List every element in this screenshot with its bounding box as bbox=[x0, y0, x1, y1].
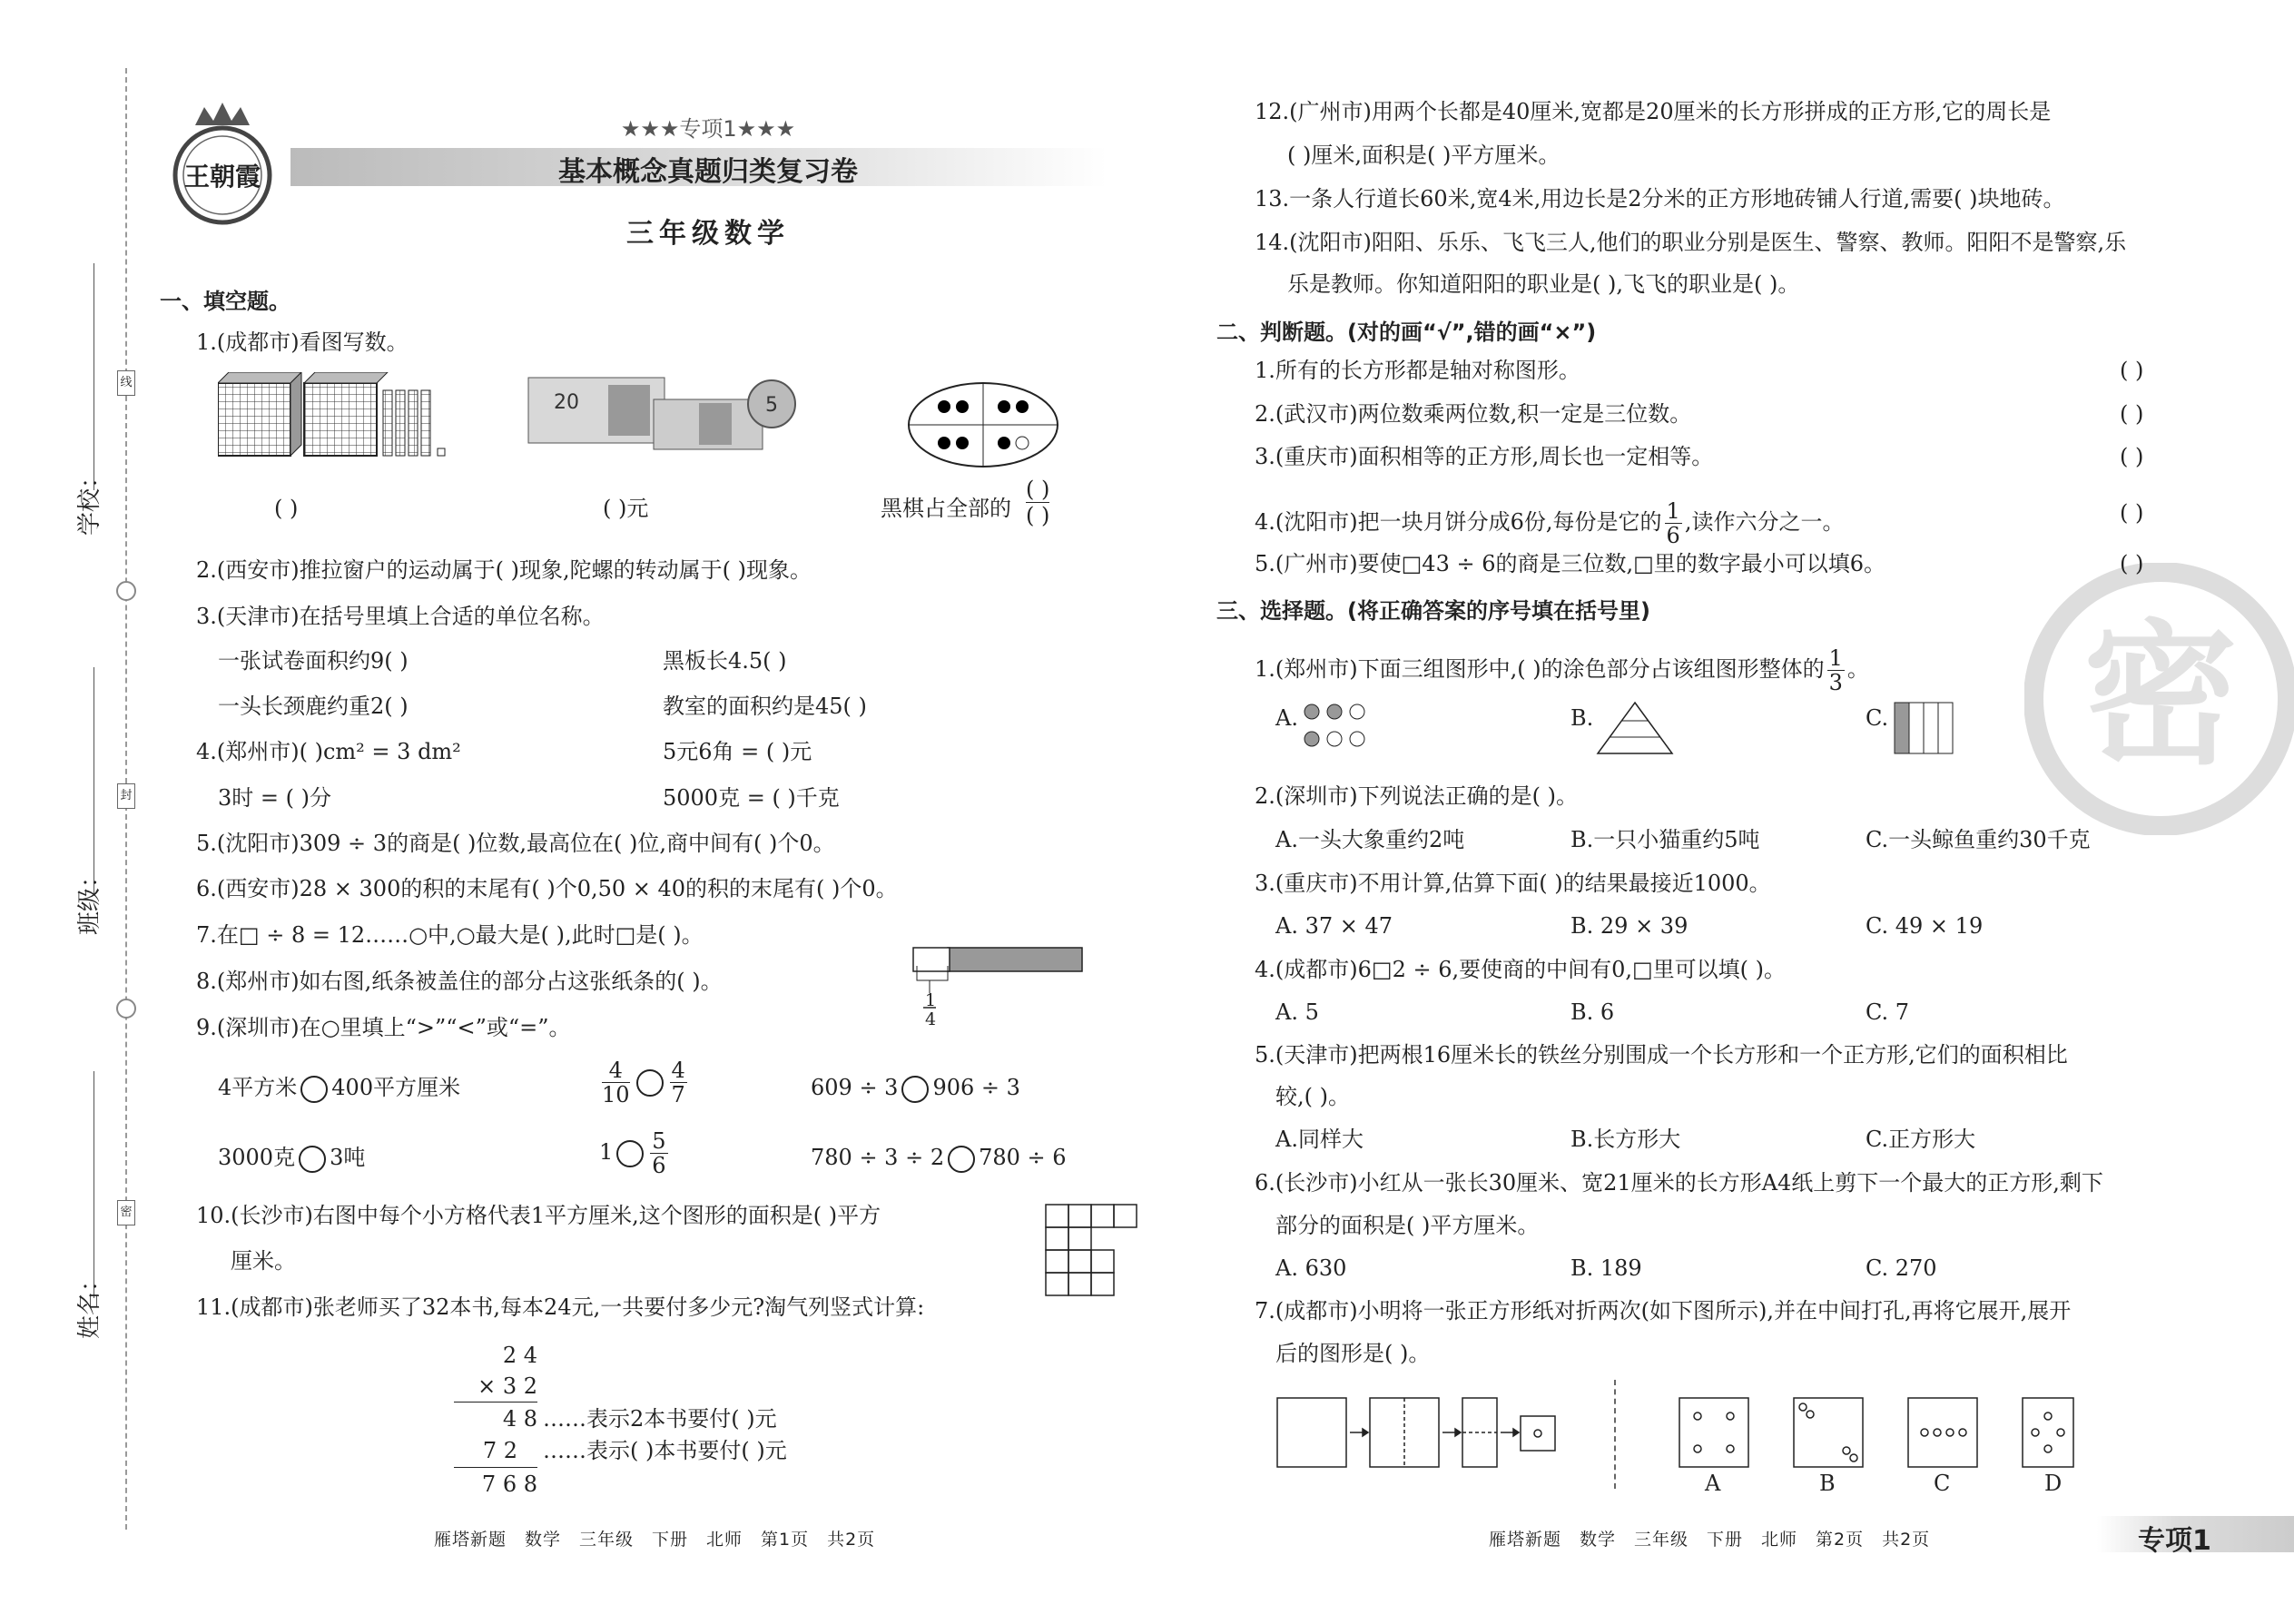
choice-4: 4.(成都市)6□2 ÷ 6,要使商的中间有0,□里可以填( )。 bbox=[1255, 957, 1787, 982]
class-label: 班级： bbox=[76, 863, 103, 935]
choice-5: 5.(天津市)把两根16厘米长的铁丝分别围成一个长方形和一个正方形,它们的面积相比 bbox=[1255, 1042, 2068, 1068]
question-14-cont: 乐是教师。你知道阳阳的职业是( ),飞飞的职业是( )。 bbox=[1287, 271, 1800, 297]
seal-tag-line: 线 bbox=[117, 370, 135, 396]
compare-circle[interactable] bbox=[636, 1069, 664, 1097]
choice-5-cont: 较,( )。 bbox=[1275, 1084, 1350, 1109]
svg-text:5: 5 bbox=[765, 394, 778, 417]
judge-2: 2.(武汉市)两位数乘两位数,积一定是三位数。 bbox=[1255, 401, 1692, 427]
answer-blank-1a[interactable]: ( ) bbox=[274, 496, 299, 521]
binding-knot-icon bbox=[116, 581, 136, 601]
chess-pieces-figure bbox=[906, 379, 1060, 474]
question-9: 9.(深圳市)在○里填上“>”“<”或“=”。 bbox=[196, 1015, 571, 1040]
choice-6: 6.(长沙市)小红从一张长30厘米、宽21厘米的长方形A4纸上剪下一个最大的正方形,剩下 bbox=[1255, 1170, 2103, 1196]
choice-3-option-a[interactable]: A. 37 × 47 bbox=[1275, 913, 1393, 939]
compare-circle[interactable] bbox=[948, 1146, 975, 1173]
strip-fraction-den: 4 bbox=[925, 1009, 937, 1029]
question-11: 11.(成都市)张老师买了32本书,每本24元,一共要付多少元?淘气列竖式计算: bbox=[196, 1294, 925, 1320]
compare-row-2c: 780 ÷ 3 ÷ 2 780 ÷ 6 bbox=[811, 1144, 1067, 1173]
figure-divider bbox=[1614, 1380, 1616, 1489]
secret-stamp-watermark bbox=[2024, 563, 2294, 839]
question-3d: 教室的面积约是45( ) bbox=[663, 694, 867, 719]
question-13: 13.一条人行道长60米,宽4米,用边长是2分米的正方形地砖铺人行道,需要( )块地砖。 bbox=[1255, 186, 2065, 212]
section-fill-heading: 一、填空题。 bbox=[160, 289, 290, 314]
choice-4-option-c[interactable]: C. 7 bbox=[1866, 999, 1910, 1025]
question-4b: 5元6角 = ( )元 bbox=[663, 739, 812, 764]
fold-options-figure bbox=[1678, 1394, 2077, 1480]
grid-area-figure bbox=[1044, 1203, 1138, 1301]
name-label: 姓名： bbox=[76, 1267, 103, 1339]
choice-7-cont: 后的图形是( )。 bbox=[1275, 1341, 1431, 1366]
choice-5-option-c[interactable]: C.正方形大 bbox=[1866, 1127, 1976, 1152]
choice-6-option-b[interactable]: B. 189 bbox=[1570, 1255, 1642, 1281]
question-1: 1.(成都市)看图写数。 bbox=[196, 330, 409, 355]
judge-3: 3.(重庆市)面积相等的正方形,周长也一定相等。 bbox=[1255, 444, 1714, 469]
choice-2-option-c[interactable]: C.一头鲸鱼重约30千克 bbox=[1866, 827, 2091, 852]
seal-tag-secret: 密 bbox=[117, 1200, 135, 1225]
fold-option-b[interactable]: B bbox=[1819, 1471, 1836, 1496]
choice-2: 2.(深圳市)下列说法正确的是( )。 bbox=[1255, 783, 1578, 809]
question-14: 14.(沈阳市)阳阳、乐乐、飞飞三人,他们的职业分别是医生、警察、教师。阳阳不是警察,乐 bbox=[1255, 230, 2127, 255]
judge-5: 5.(广州市)要使□43 ÷ 6的商是三位数,□里的数字最小可以填6。 bbox=[1255, 551, 1886, 576]
question-3c: 一头长颈鹿约重2( ) bbox=[218, 694, 409, 719]
question-3a: 一张试卷面积约9( ) bbox=[218, 648, 409, 674]
compare-row-2a: 3000克 3吨 bbox=[218, 1144, 365, 1173]
judge-answer-2[interactable]: ( ) bbox=[2120, 401, 2144, 427]
choice-1-option-b[interactable]: B. bbox=[1570, 705, 1594, 731]
judge-answer-3[interactable]: ( ) bbox=[2120, 444, 2144, 469]
circles-figure bbox=[1303, 701, 1375, 759]
question-4a: 4.(郑州市)( )cm² = 3 dm² bbox=[196, 739, 461, 764]
binding-knot-icon bbox=[116, 999, 136, 1019]
section-badge: ★★★专项1★★★ bbox=[620, 116, 796, 142]
choice-5-option-a[interactable]: A.同样大 bbox=[1275, 1127, 1364, 1152]
choice-3: 3.(重庆市)不用计算,估算下面( )的结果最接近1000。 bbox=[1255, 871, 1771, 896]
question-4c: 3时 = ( )分 bbox=[218, 785, 331, 811]
question-8: 8.(郑州市)如右图,纸条被盖住的部分占这张纸条的( )。 bbox=[196, 969, 723, 994]
choice-7: 7.(成都市)小明将一张正方形纸对折两次(如下图所示),并在中间打孔,再将它展开,展开 bbox=[1255, 1298, 2072, 1324]
question-12: 12.(广州市)用两个长都是40厘米,宽都是20厘米的长方形拼成的正方形,它的周长是 bbox=[1255, 99, 2052, 124]
question-7: 7.在□ ÷ 8 = 12……○中,○最大是( ),此时□是( )。 bbox=[196, 922, 704, 948]
calc-rule bbox=[454, 1402, 537, 1403]
calc-row-1: 2 4 bbox=[502, 1343, 537, 1368]
answer-fraction-1c[interactable]: ( ) ( ) bbox=[1026, 477, 1050, 528]
calc-note-1: ……表示2本书要付( )元 bbox=[543, 1406, 777, 1432]
footer-left: 雁塔新题 数学 三年级 下册 北师 第1页 共2页 bbox=[434, 1530, 876, 1550]
question-1c-text: 黑棋占全部的 bbox=[881, 496, 1011, 521]
choice-3-option-b[interactable]: B. 29 × 39 bbox=[1570, 913, 1689, 939]
choice-4-option-b[interactable]: B. 6 bbox=[1570, 999, 1615, 1025]
calc-note-2: ……表示( )本书要付( )元 bbox=[543, 1438, 787, 1463]
compare-circle[interactable] bbox=[299, 1146, 326, 1173]
choice-1: 1.(郑州市)下面三组图形中,( )的涂色部分占该组图形整体的 $\frac{1}{3}$ 。 bbox=[1255, 645, 1869, 695]
bars-figure bbox=[1893, 701, 1956, 759]
page-title: 基本概念真题归类复习卷 bbox=[558, 156, 858, 188]
judge-1: 1.所有的长方形都是轴对称图形。 bbox=[1255, 358, 1580, 383]
calc-row-4: 7 2 bbox=[482, 1438, 517, 1463]
svg-text:王朝霞: 王朝霞 bbox=[183, 162, 261, 192]
fold-option-c[interactable]: C bbox=[1934, 1471, 1951, 1496]
judge-4: 4.(沈阳市)把一块月饼分成6份,每份是它的 $\frac{1}{6}$ ,读作六分之一。 bbox=[1255, 498, 1845, 548]
compare-circle[interactable] bbox=[901, 1076, 929, 1103]
choice-6-option-c[interactable]: C. 270 bbox=[1866, 1255, 1937, 1281]
calc-row-2: × 3 2 bbox=[478, 1373, 537, 1399]
question-2: 2.(西安市)推拉窗户的运动属于( )现象,陀螺的转动属于( )现象。 bbox=[196, 557, 812, 583]
fold-option-a[interactable]: A bbox=[1705, 1471, 1721, 1496]
question-10-cont: 厘米。 bbox=[231, 1248, 296, 1274]
question-5: 5.(沈阳市)309 ÷ 3的商是( )位数,最高位在( )位,商中间有( )个0。 bbox=[196, 831, 835, 856]
school-label: 学校： bbox=[76, 464, 103, 536]
choice-5-option-b[interactable]: B.长方形大 bbox=[1570, 1127, 1681, 1152]
choice-1-option-c[interactable]: C. bbox=[1866, 705, 1889, 731]
choice-2-option-b[interactable]: B.一只小猫重约5吨 bbox=[1570, 827, 1760, 852]
choice-3-option-c[interactable]: C. 49 × 19 bbox=[1866, 913, 1984, 939]
judge-answer-5[interactable]: ( ) bbox=[2120, 551, 2144, 576]
calc-row-5: 7 6 8 bbox=[481, 1471, 537, 1497]
footer-right: 雁塔新题 数学 三年级 下册 北师 第2页 共2页 bbox=[1489, 1530, 1931, 1550]
compare-circle[interactable] bbox=[300, 1076, 328, 1103]
triangle-figure bbox=[1596, 701, 1674, 759]
compare-row-1a: 4平方米 400平方厘米 bbox=[218, 1074, 460, 1103]
fold-option-d[interactable]: D bbox=[2044, 1471, 2063, 1496]
compare-row-1b: $\frac{4}{10}$ $\frac{4}{7}$ bbox=[602, 1058, 685, 1107]
question-3: 3.(天津市)在括号里填上合适的单位名称。 bbox=[196, 604, 605, 629]
svg-text:密: 密 bbox=[2082, 606, 2239, 786]
question-4d: 5000克 = ( )千克 bbox=[663, 785, 840, 811]
svg-text:20: 20 bbox=[554, 391, 579, 414]
base-ten-blocks-figure bbox=[218, 372, 454, 467]
section-judge-heading: 二、判断题。(对的画“√”,错的画“×”) bbox=[1216, 320, 1597, 345]
answer-blank-1b[interactable]: ( )元 bbox=[603, 496, 649, 521]
choice-6-option-a[interactable]: A. 630 bbox=[1275, 1255, 1347, 1281]
seal-tag-seal: 封 bbox=[117, 783, 135, 809]
calc-row-3: 4 8 bbox=[502, 1406, 537, 1432]
compare-circle[interactable] bbox=[616, 1140, 644, 1167]
question-12-cont: ( )厘米,面积是( )平方厘米。 bbox=[1287, 143, 1561, 168]
calc-rule bbox=[454, 1467, 537, 1468]
compare-row-2b: 1 $\frac{5}{6}$ bbox=[599, 1128, 666, 1178]
money-figure bbox=[527, 372, 799, 458]
question-10: 10.(长沙市)右图中每个小方格代表1平方厘米,这个图形的面积是( )平方 bbox=[196, 1203, 881, 1228]
section-choice-heading: 三、选择题。(将正确答案的序号填在括号里) bbox=[1216, 598, 1650, 624]
choice-6-cont: 部分的面积是( )平方厘米。 bbox=[1275, 1213, 1540, 1238]
page-subtitle: 三年级数学 bbox=[626, 218, 790, 250]
choice-4-option-a[interactable]: A. 5 bbox=[1275, 999, 1319, 1025]
compare-row-1c: 609 ÷ 3 906 ÷ 3 bbox=[811, 1074, 1020, 1103]
choice-1-option-a[interactable]: A. bbox=[1275, 705, 1298, 731]
question-6: 6.(西安市)28 × 300的积的末尾有( )个0,50 × 40的积的末尾有( )个0。 bbox=[196, 876, 898, 901]
paper-folding-figure bbox=[1275, 1394, 1584, 1480]
corner-label: 专项1 bbox=[2138, 1525, 2211, 1557]
question-3b: 黑板长4.5( ) bbox=[663, 648, 787, 674]
choice-2-option-a[interactable]: A.一头大象重约2吨 bbox=[1275, 827, 1465, 852]
judge-answer-4[interactable]: ( ) bbox=[2120, 500, 2144, 526]
judge-answer-1[interactable]: ( ) bbox=[2120, 358, 2144, 383]
strip-fraction-num: 1 bbox=[925, 990, 937, 1010]
